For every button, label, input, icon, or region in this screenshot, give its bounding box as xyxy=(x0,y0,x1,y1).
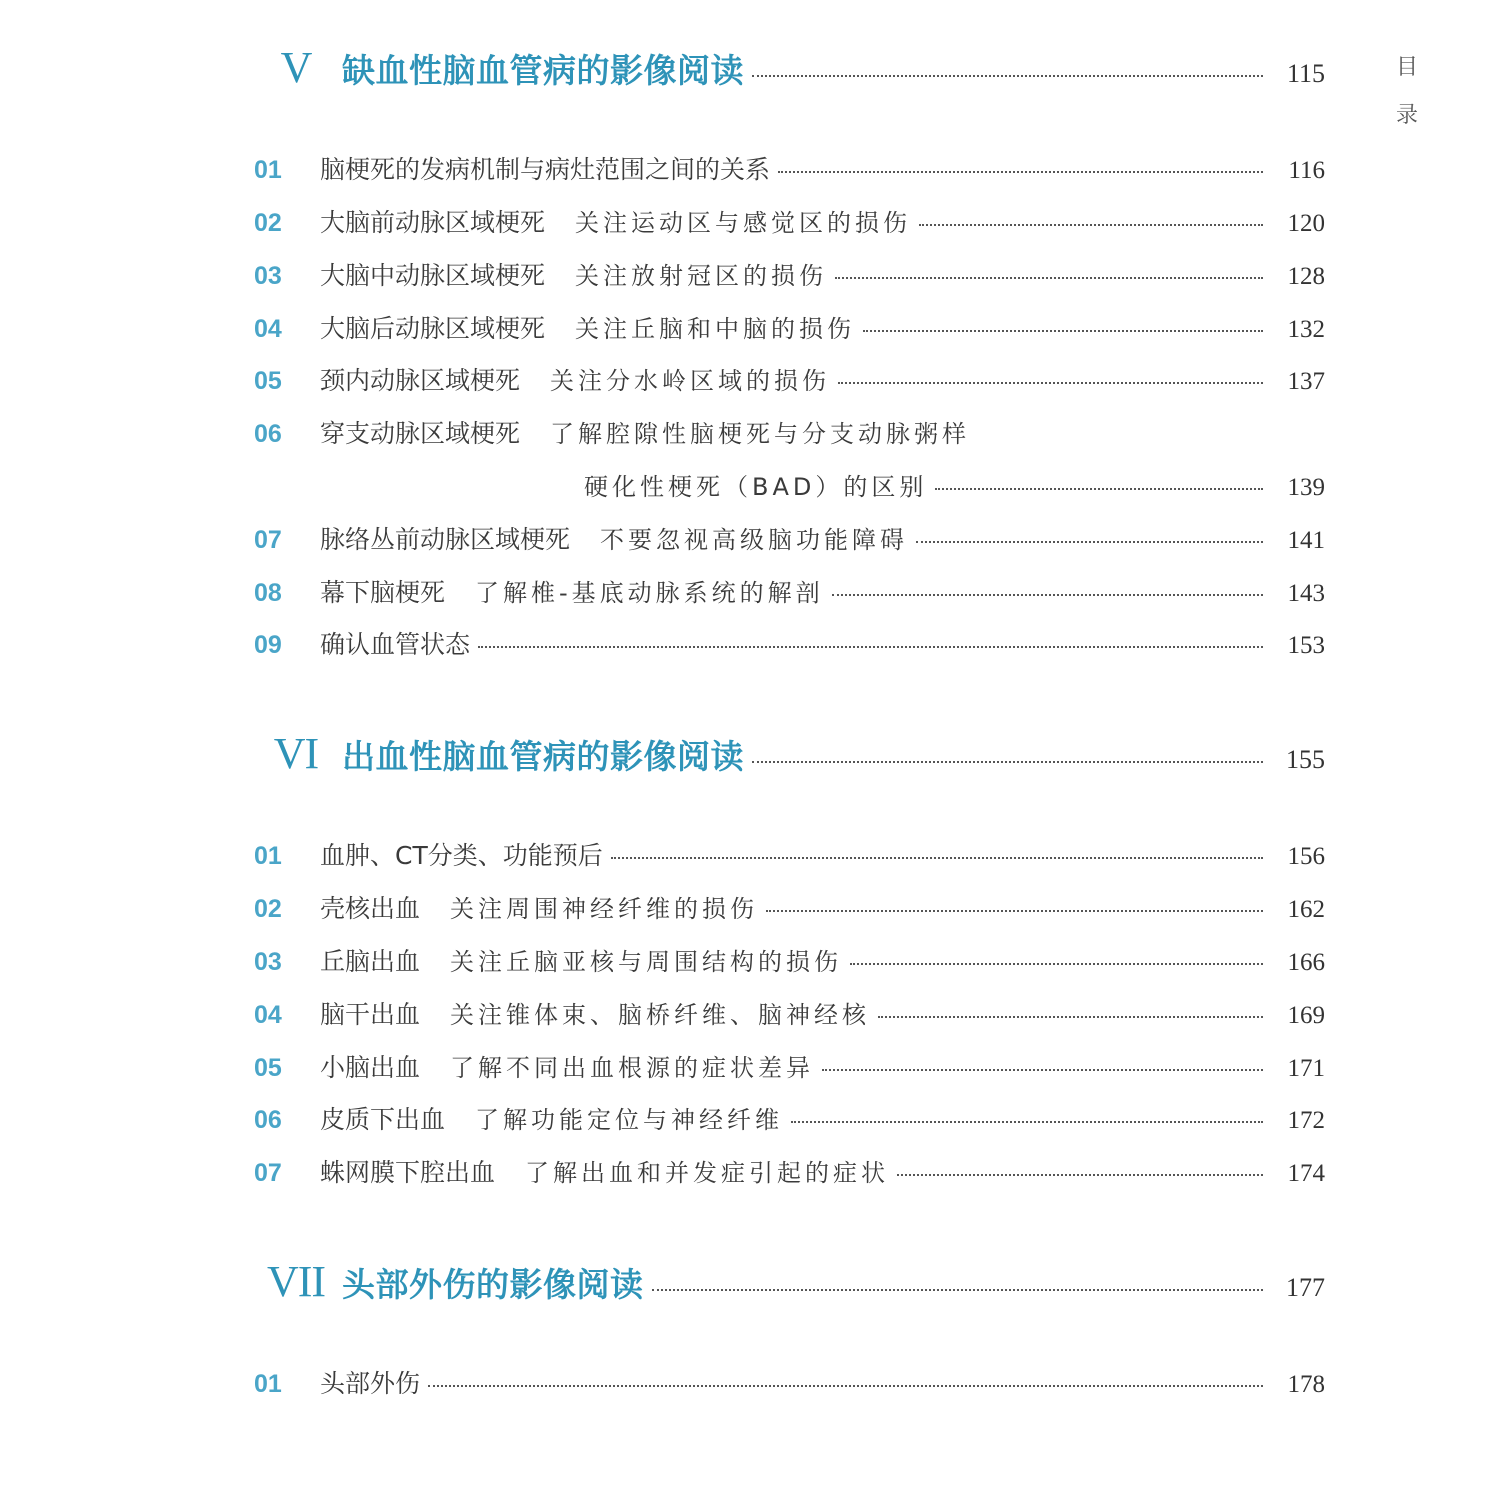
entry-number: 06 xyxy=(254,1106,282,1134)
entry-number: 04 xyxy=(254,1001,282,1029)
dot-leader xyxy=(611,857,1263,859)
entry-subtitle-continued: 硬化性梗死（BAD）的区别 xyxy=(584,473,928,501)
dot-leader xyxy=(835,277,1263,279)
page-number: 120 xyxy=(1287,210,1325,237)
entry-title: 壳核出血 xyxy=(320,894,421,923)
dot-leader xyxy=(752,761,1263,763)
entry-number: 05 xyxy=(254,1054,282,1082)
page-number: 171 xyxy=(1287,1055,1325,1082)
dot-leader xyxy=(791,1121,1263,1123)
dot-leader xyxy=(652,1289,1264,1291)
toc-entry[interactable] xyxy=(250,942,1325,978)
entry-title: 脑梗死的发病机制与病灶范围之间的关系 xyxy=(320,155,771,184)
chapter-heading-vi[interactable] xyxy=(250,728,1325,779)
toc-side-label xyxy=(1392,44,1422,140)
entry-title: 大脑中动脉区域梗死 xyxy=(320,261,546,290)
entry-number: 07 xyxy=(254,526,282,554)
side-label-char-1: 目 xyxy=(1395,55,1418,80)
page-number: 155 xyxy=(1286,745,1325,774)
entry-subtitle: 了解出血和并发症引起的症状 xyxy=(525,1159,890,1187)
toc-entry[interactable] xyxy=(250,1100,1325,1136)
page-number: 174 xyxy=(1287,1160,1325,1187)
chapter-number: VII xyxy=(266,1257,326,1306)
chapter-number: VI xyxy=(273,729,319,778)
page-number: 128 xyxy=(1287,263,1325,290)
entry-title: 蛛网膜下腔出血 xyxy=(320,1158,496,1187)
toc-entry[interactable] xyxy=(250,256,1325,292)
dot-leader xyxy=(778,171,1263,173)
entry-subtitle: 不要忽视高级脑功能障碍 xyxy=(600,526,909,554)
entry-subtitle: 了解功能定位与神经纤维 xyxy=(475,1106,784,1134)
entry-number: 01 xyxy=(254,156,282,184)
page-number: 156 xyxy=(1287,843,1325,870)
toc-entry-continuation[interactable] xyxy=(584,467,1325,502)
entry-title: 头部外伤 xyxy=(320,1369,421,1398)
dot-leader xyxy=(897,1174,1263,1176)
entry-title: 丘脑出血 xyxy=(320,947,421,976)
page-number: 177 xyxy=(1286,1273,1325,1302)
page-number: 166 xyxy=(1287,949,1325,976)
entry-subtitle: 了解腔隙性脑梗死与分支动脉粥样 xyxy=(550,420,971,448)
page-number: 178 xyxy=(1287,1371,1325,1398)
entry-number: 08 xyxy=(254,579,282,607)
entry-number: 04 xyxy=(254,315,282,343)
dot-leader xyxy=(832,594,1263,596)
page-number: 141 xyxy=(1287,527,1325,554)
page-number: 172 xyxy=(1287,1107,1325,1134)
dot-leader xyxy=(822,1069,1263,1071)
entry-title: 穿支动脉区域梗死 xyxy=(320,419,521,448)
dot-leader xyxy=(766,910,1263,912)
page-number: 137 xyxy=(1287,368,1325,395)
entry-title: 颈内动脉区域梗死 xyxy=(320,366,521,395)
page-number: 132 xyxy=(1287,316,1325,343)
toc-entry[interactable] xyxy=(250,889,1325,925)
entry-title: 脉络丛前动脉区域梗死 xyxy=(320,525,571,554)
dot-leader xyxy=(478,646,1263,648)
entry-title: 大脑前动脉区域梗死 xyxy=(320,208,546,237)
chapter-number: V xyxy=(280,43,312,92)
entry-number: 02 xyxy=(254,209,282,237)
entry-title: 小脑出血 xyxy=(320,1053,421,1082)
entry-subtitle: 关注丘脑亚核与周围结构的损伤 xyxy=(450,948,843,976)
toc-entry[interactable] xyxy=(250,309,1325,345)
toc-entry[interactable] xyxy=(250,150,1325,186)
chapter-title: 出血性脑血管病的影像阅读 xyxy=(342,737,744,776)
entry-subtitle: 关注运动区与感觉区的损伤 xyxy=(575,209,912,237)
entry-number: 09 xyxy=(254,631,282,659)
dot-leader xyxy=(850,963,1263,965)
entry-subtitle: 了解不同出血根源的症状差异 xyxy=(450,1054,815,1082)
entry-title: 确认血管状态 xyxy=(320,630,471,659)
entry-number: 06 xyxy=(254,420,282,448)
page-number: 169 xyxy=(1287,1002,1325,1029)
entry-title: 脑干出血 xyxy=(320,1000,421,1029)
chapter-heading-vii[interactable] xyxy=(250,1256,1325,1307)
entry-number: 03 xyxy=(254,262,282,290)
entry-title: 皮质下出血 xyxy=(320,1105,446,1134)
toc-entry[interactable] xyxy=(250,520,1325,556)
page-number: 162 xyxy=(1287,896,1325,923)
dot-leader xyxy=(752,75,1263,77)
toc-entry[interactable] xyxy=(250,1153,1325,1189)
toc-entry[interactable] xyxy=(250,1048,1325,1084)
entry-number: 01 xyxy=(254,842,282,870)
entry-number: 05 xyxy=(254,367,282,395)
entry-number: 03 xyxy=(254,948,282,976)
chapter-title: 头部外伤的影像阅读 xyxy=(342,1265,644,1304)
entry-number: 07 xyxy=(254,1159,282,1187)
toc-entry[interactable] xyxy=(250,836,1325,872)
chapter-title: 缺血性脑血管病的影像阅读 xyxy=(342,51,744,90)
entry-subtitle: 关注锥体束、脑桥纤维、脑神经核 xyxy=(450,1001,871,1029)
entry-number: 02 xyxy=(254,895,282,923)
dot-leader xyxy=(935,488,1263,490)
entry-title: 血肿、CT分类、功能预后 xyxy=(320,841,603,870)
dot-leader xyxy=(916,541,1263,543)
dot-leader xyxy=(878,1016,1263,1018)
toc-entry[interactable] xyxy=(250,361,1325,397)
dot-leader xyxy=(428,1385,1263,1387)
entry-title: 大脑后动脉区域梗死 xyxy=(320,314,546,343)
toc-entry[interactable] xyxy=(250,414,1325,450)
entry-subtitle: 关注分水岭区域的损伤 xyxy=(550,367,831,395)
page-number: 143 xyxy=(1287,580,1325,607)
entry-subtitle: 关注周围神经纤维的损伤 xyxy=(450,895,759,923)
entry-number: 01 xyxy=(254,1370,282,1398)
page-number: 116 xyxy=(1288,157,1325,184)
dot-leader xyxy=(919,224,1263,226)
dot-leader xyxy=(863,330,1263,332)
toc-entry[interactable] xyxy=(250,573,1325,609)
entry-subtitle: 关注放射冠区的损伤 xyxy=(575,262,828,290)
side-label-char-2: 录 xyxy=(1395,103,1418,128)
toc-entry[interactable] xyxy=(250,625,1325,661)
page-number: 153 xyxy=(1287,632,1325,659)
entry-title: 幕下脑梗死 xyxy=(320,578,446,607)
entry-subtitle: 了解椎-基底动脉系统的解剖 xyxy=(475,579,824,607)
toc-entry[interactable] xyxy=(250,1364,1325,1400)
dot-leader xyxy=(838,382,1263,384)
entry-subtitle: 关注丘脑和中脑的损伤 xyxy=(575,315,856,343)
toc-entry[interactable] xyxy=(250,995,1325,1031)
chapter-heading-v[interactable] xyxy=(250,42,1325,93)
page-number: 139 xyxy=(1287,474,1325,501)
toc-entry[interactable] xyxy=(250,203,1325,239)
page-number: 115 xyxy=(1286,59,1325,88)
